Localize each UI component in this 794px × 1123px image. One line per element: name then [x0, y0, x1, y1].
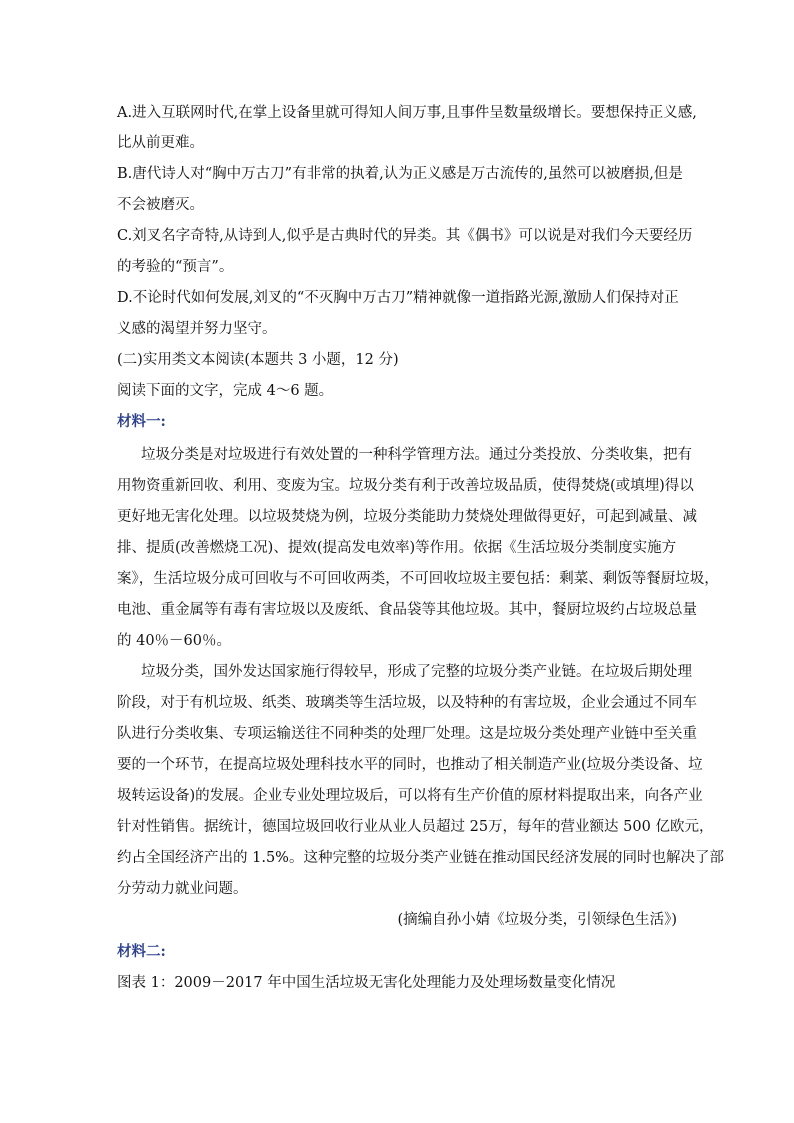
material-1-para-2-line: 队进行分类收集、专项运输送往不同种类的处理厂处理。这是垃圾分类处理产业链中至关重	[117, 726, 697, 742]
option-c-line-2: 的考验的“预言”。	[117, 259, 234, 275]
option-b-line-1: B.唐代诗人对“胸中万古刀”有非常的执着,认为正义感是万古流传的,虽然可以被磨损,但是	[117, 166, 683, 182]
option-a-line-2: 比从前更难。	[117, 135, 204, 151]
material-1-para-2-line: 分劳动力就业问题。	[117, 881, 248, 897]
material-1-para-1-line: 更好地无害化处理。以垃圾焚烧为例，垃圾分类能助力焚烧处理做得更好，可起到减量、减	[117, 509, 697, 525]
material-1-para-1-line: 的 40％－60％。	[117, 633, 232, 649]
chart-1-caption: 图表 1：2009－2017 年中国生活垃圾无害化处理能力及处理场数量变化情况	[117, 975, 616, 991]
material-1-para-1-line: 电池、重金属等有毒有害垃圾以及废纸、食品袋等其他垃圾。其中，餐厨垃圾约占垃圾总量	[117, 602, 697, 618]
section-title: (二)实用类文本阅读(本题共 3 小题，12 分)	[117, 352, 399, 368]
material-1-para-1-line: 垃圾分类是对垃圾进行有效处置的一种科学管理方法。通过分类投放、分类收集，把有	[141, 447, 692, 463]
option-b-line-2: 不会被磨灭。	[117, 197, 204, 213]
material-1-heading: 材料一:	[117, 413, 166, 430]
material-2-heading: 材料二:	[117, 943, 166, 960]
material-1-para-2-line: 约占全国经济产出的 1.5%。这种完整的垃圾分类产业链在推动国民经济发展的同时也解决了部	[117, 850, 724, 866]
option-a-line-1: A.进入互联网时代,在掌上设备里就可得知人间万事,且事件呈数量级增长。要想保持正义感,	[117, 105, 697, 121]
material-1-para-2-line: 圾转运设备)的发展。企业专业处理垃圾后，可以将有生产价值的原材料提取出来，向各产业	[117, 788, 703, 804]
material-1-para-2-line: 阶段，对于有机垃圾、纸类、玻璃类等生活垃圾，以及特种的有害垃圾，企业会通过不同车	[117, 695, 697, 711]
option-c-line-1: C.刘叉名字奇特,从诗到人,似乎是古典时代的异类。其《偶书》可以说是对我们今天要经历	[117, 228, 693, 244]
material-1-source: (摘编自孙小婧《垃圾分类，引领绿色生活》)	[397, 912, 677, 928]
section-instruction: 阅读下面的文字，完成 4～6 题。	[117, 383, 334, 399]
material-1-para-2-line: 针对性销售。据统计，德国垃圾回收行业从业人员超过 25万，每年的营业额达 500 亿欧元，	[117, 819, 714, 835]
material-1-para-1-line: 排、提质(改善燃烧工况)、提效(提高发电效率)等作用。依据《生活垃圾分类制度实施方	[117, 540, 677, 556]
material-1-para-1-line: 案》，生活垃圾分成可回收与不可回收两类，不可回收垃圾主要包括：剩菜、剩饭等餐厨垃圾，	[117, 571, 719, 587]
material-1-para-2-line: 要的一个环节，在提高垃圾处理科技水平的同时，也推动了相关制造产业(垃圾分类设备、垃	[117, 757, 703, 773]
material-1-para-1-line: 用物资重新回收、利用、变废为宝。垃圾分类有利于改善垃圾品质，使得焚烧(或填埋)得以	[117, 478, 694, 494]
option-d-line-1: D.不论时代如何发展,刘叉的“不灭胸中万古刀”精神就像一道指路光源,激励人们保持对正	[117, 290, 679, 306]
option-d-line-2: 义感的渴望并努力坚守。	[117, 321, 277, 337]
material-1-para-2-line: 垃圾分类，国外发达国家施行得较早，形成了完整的垃圾分类产业链。在垃圾后期处理	[141, 664, 692, 680]
